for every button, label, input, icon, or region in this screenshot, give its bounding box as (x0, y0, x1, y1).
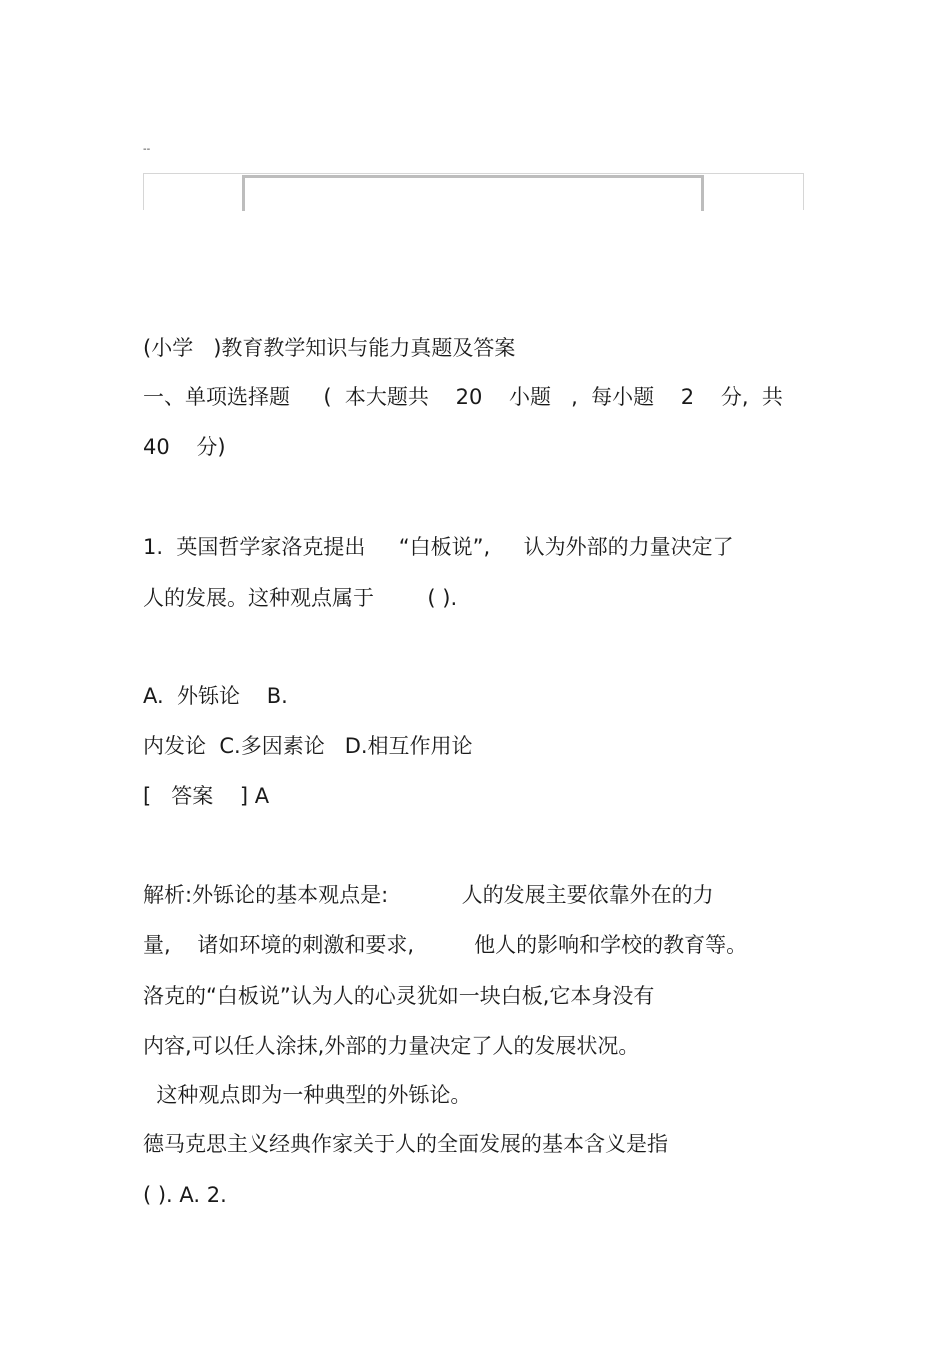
question-1-options-line-1: A. 外铄论 B. (143, 684, 288, 708)
analysis-line-5: 这种观点即为一种典型的外铄论。 (143, 1083, 472, 1107)
analysis-line-3: 洛克的“白板说”认为人的心灵犹如一块白板,它本身没有 (143, 984, 655, 1008)
analysis-line-4: 内容,可以任人涂抹,外部的力量决定了人的发展状况。 (143, 1034, 640, 1058)
document-title: (小学 )教育教学知识与能力真题及答案 (143, 336, 516, 360)
question-1-text-line-1: 1. 英国哲学家洛克提出 “白板说”, 认为外部的力量决定了 (143, 535, 734, 559)
section-heading-line-1: 一、单项选择题 ( 本大题共 20 小题 , 每小题 2 分, 共 (143, 385, 783, 409)
header-table-left-border (143, 173, 144, 210)
question-1-options-line-2: 内发论 C.多因素论 D.相互作用论 (143, 734, 473, 758)
header-table-top-border (143, 173, 804, 174)
analysis-line-2: 量, 诸如环境的刺激和要求, 他人的影响和学校的教育等。 (143, 933, 748, 957)
section-heading-line-2: 40 分) (143, 435, 226, 459)
question-2-text-line-2: ( ). A. 2. (143, 1183, 227, 1207)
header-table-right-border (803, 173, 804, 210)
header-table-inner-cell (242, 175, 704, 211)
header-mark: -- (143, 144, 151, 155)
analysis-line-1: 解析:外铄论的基本观点是: 人的发展主要依靠外在的力 (143, 883, 714, 907)
question-1-text-line-2: 人的发展。这种观点属于 ( ). (143, 586, 458, 610)
question-2-text-line-1: 德马克思主义经典作家关于人的全面发展的基本含义是指 (143, 1132, 668, 1156)
question-1-answer: [ 答案 ] A (143, 784, 270, 808)
